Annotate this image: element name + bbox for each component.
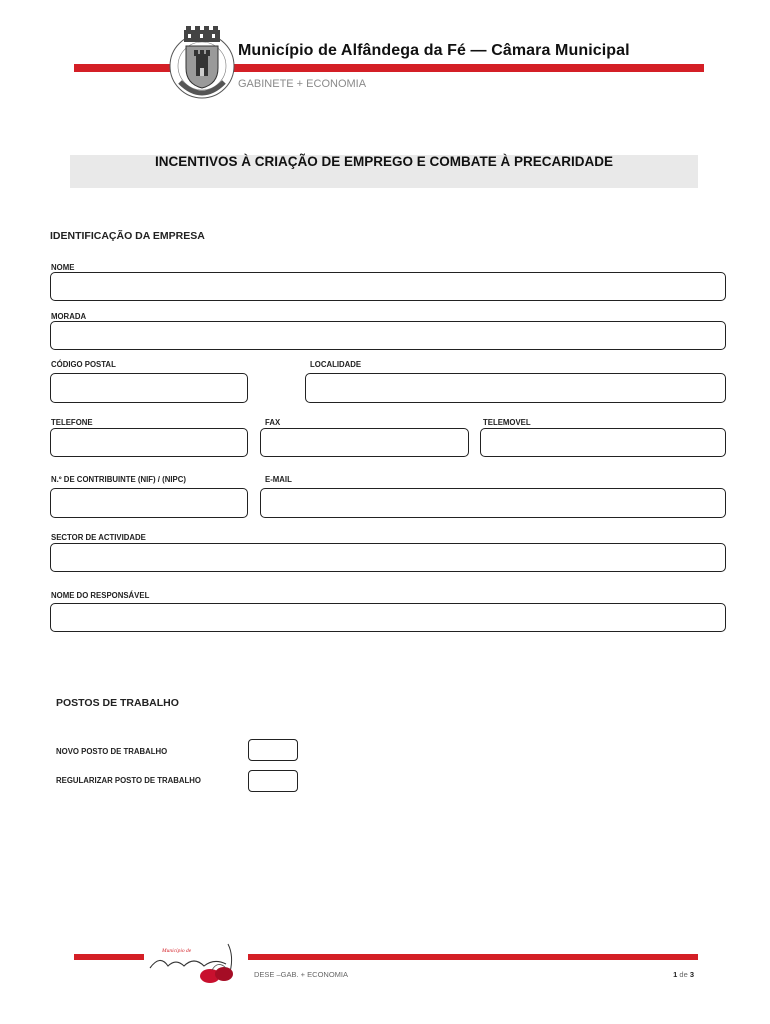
page-number bbox=[640, 970, 694, 979]
header-title: Município de Alfândega da Fé — Câmara Municipal bbox=[238, 42, 630, 59]
svg-text:Município de: Município de bbox=[162, 948, 192, 954]
novo-posto-field[interactable] bbox=[248, 739, 298, 761]
form-title-banner bbox=[70, 155, 698, 188]
sector-field[interactable] bbox=[50, 543, 726, 572]
label-codigo-postal: CÓDIGO POSTAL bbox=[51, 360, 116, 369]
section-title-empresa: IDENTIFICAÇÃO DA EMPRESA bbox=[50, 230, 205, 242]
nome-field[interactable] bbox=[50, 272, 726, 301]
municipio-signature-logo bbox=[142, 942, 246, 986]
label-fax: FAX bbox=[265, 418, 281, 427]
telemovel-field[interactable] bbox=[480, 428, 726, 457]
label-nome: NOME bbox=[51, 263, 75, 272]
label-telefone: TELEFONE bbox=[51, 418, 93, 427]
label-email: E-MAIL bbox=[265, 475, 292, 484]
morada-field[interactable] bbox=[50, 321, 726, 350]
label-telemovel: TELEMOVEL bbox=[483, 418, 531, 427]
page-separator: de bbox=[677, 970, 690, 979]
municipal-crest-icon bbox=[168, 26, 236, 104]
email-field[interactable] bbox=[260, 488, 726, 518]
page-current: 1 bbox=[673, 970, 678, 979]
footer-red-bar-left bbox=[74, 954, 144, 960]
telefone-field[interactable] bbox=[50, 428, 248, 457]
label-novo-posto: NOVO POSTO DE TRABALHO bbox=[56, 747, 168, 756]
localidade-field[interactable] bbox=[305, 373, 726, 403]
label-localidade: LOCALIDADE bbox=[310, 360, 362, 369]
label-nif: N.º DE CONTRIBUINTE (NIF) / (NIPC) bbox=[51, 475, 186, 484]
codigo-postal-field[interactable] bbox=[50, 373, 248, 403]
footer-department: DESE –GAB. + ECONOMIA bbox=[254, 970, 348, 979]
label-responsavel: NOME DO RESPONSÁVEL bbox=[51, 591, 150, 600]
nif-field[interactable] bbox=[50, 488, 248, 518]
fax-field[interactable] bbox=[260, 428, 469, 457]
responsavel-field[interactable] bbox=[50, 603, 726, 632]
regularizar-posto-field[interactable] bbox=[248, 770, 298, 792]
page-total: 3 bbox=[689, 970, 694, 979]
form-title: INCENTIVOS À CRIAÇÃO DE EMPREGO E COMBATE À PRECARIDADE bbox=[154, 154, 614, 169]
label-sector: SECTOR DE ACTIVIDADE bbox=[51, 533, 146, 542]
section-title-postos: POSTOS DE TRABALHO bbox=[56, 697, 179, 709]
label-regularizar-posto: REGULARIZAR POSTO DE TRABALHO bbox=[56, 776, 201, 785]
label-morada: MORADA bbox=[51, 312, 87, 321]
footer-red-bar-right bbox=[248, 954, 698, 960]
header-subtitle: GABINETE + ECONOMIA bbox=[238, 78, 367, 90]
